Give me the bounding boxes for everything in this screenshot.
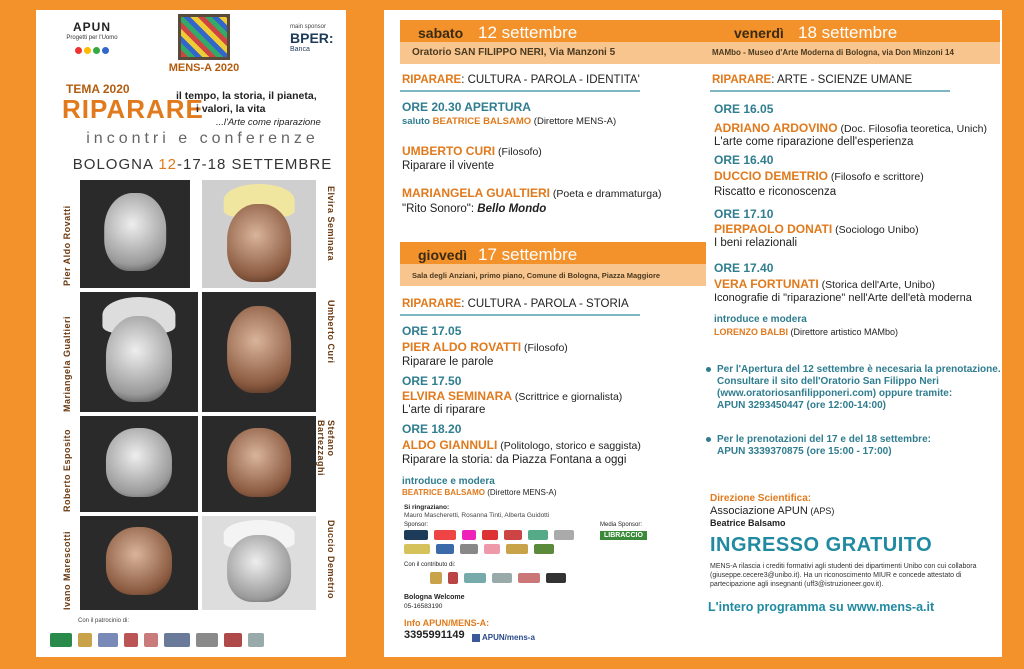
- speaker-role: (Storica dell'Arte, Unibo): [818, 279, 936, 291]
- section-title-giovedi: [402, 298, 629, 310]
- mens-a-logo-icon: [178, 14, 230, 60]
- bullet-icon: [706, 367, 711, 372]
- mens-a-logo: [168, 14, 240, 74]
- sabato-day: sabato: [418, 25, 464, 41]
- contributo-logos: [430, 572, 566, 584]
- speaker-duccio-demetrio: [714, 169, 924, 183]
- facebook-handle: APUN/mens-a: [482, 633, 535, 642]
- saluto-label: saluto: [402, 116, 433, 127]
- bologna-welcome-name: Bologna Welcome: [404, 594, 465, 601]
- sponsor-logos-row-1: [404, 530, 574, 540]
- section-theme: : ARTE - SCIENZE UMANE: [771, 74, 913, 86]
- name-roberto-esposito: Roberto Esposito: [62, 428, 72, 512]
- facebook-link[interactable]: [472, 633, 535, 642]
- bper-logo: BPER:: [290, 30, 334, 46]
- speaker-role: (Sociologo Unibo): [832, 224, 919, 236]
- section-title-sabato: [402, 74, 640, 86]
- section-theme: : CULTURA - PAROLA - STORIA: [461, 298, 629, 310]
- venerdi-moderator: [714, 327, 898, 337]
- direzione-label: Direzione Scientifica:: [710, 493, 812, 504]
- talk-title: L'arte come riparazione dell'esperienza: [714, 136, 914, 148]
- time-18-20: ORE 18.20: [402, 422, 462, 436]
- coop-logo-icon: [482, 530, 498, 540]
- speaker-name: ALDO GIANNULI: [402, 438, 498, 452]
- incontri-subtitle: incontri e conferenze: [86, 130, 319, 147]
- apun-logo: [62, 22, 122, 57]
- bper-logo-icon: [404, 530, 428, 540]
- riparare-title: RIPARARE: [62, 94, 204, 124]
- photo-mariangela-gualtieri: [80, 292, 198, 412]
- saluto-role: (Direttore MENS-A): [531, 116, 617, 127]
- note-line: Consultare il sito dell'Oratorio San Filippo Neri: [717, 376, 939, 387]
- direzione-org-suffix: (APS): [807, 506, 835, 516]
- venerdi-day: venerdì: [734, 25, 784, 41]
- speaker-name: UMBERTO CURI: [402, 144, 496, 158]
- sponsor-logo-7-icon: [554, 530, 574, 540]
- section-underline: [710, 90, 950, 92]
- conad-logo-icon: [434, 530, 456, 540]
- speaker-name: PIERPAOLO DONATI: [714, 222, 833, 236]
- main-sponsor: [290, 24, 360, 53]
- bologna-welcome-logo-icon: [546, 573, 566, 583]
- contributo-label: Con il contributo di:: [404, 562, 456, 568]
- sponsor-logo-9-icon: [436, 544, 454, 554]
- sponsor-logo-5-icon: [504, 530, 522, 540]
- contrib-logo-3-icon: [464, 573, 486, 583]
- speaker-aldo-giannuli: [402, 438, 641, 452]
- bologna-welcome-phone: 05-16583190: [404, 603, 443, 610]
- riparare-keyword: RIPARARE: [402, 74, 462, 86]
- venerdi-date: 18 settembre: [798, 23, 898, 42]
- patrocinio-label: Con il patrocinio di:: [78, 618, 130, 624]
- time-17-40: ORE 17.40: [714, 261, 774, 275]
- tagline-line-2: i valori, la vita: [196, 103, 266, 115]
- apun-subtitle: Progetti per l'Uomo: [66, 35, 118, 41]
- sponsor-logo-13-icon: [534, 544, 554, 554]
- talk-title: Riparare il vivente: [402, 160, 495, 172]
- month: SETTEMBRE: [231, 156, 333, 173]
- ringraziamenti-names: Mauro Mascheretti, Rosanna Tinti, Alberta Guidotti: [404, 512, 550, 519]
- dates-rest: -17-18: [177, 156, 232, 173]
- sponsor-logo-3-icon: [462, 530, 476, 540]
- name-duccio-demetrio: Duccio Demetrio: [326, 520, 336, 600]
- moderator-name: BEATRICE BALSAMO: [402, 488, 485, 497]
- tagline-line-1: il tempo, la storia, il pianeta,: [176, 90, 317, 102]
- talk-title-b: Bello Mondo: [477, 203, 547, 215]
- booking-note-17-18: [706, 434, 931, 458]
- info-label: Info APUN/MENS-A:: [404, 618, 490, 628]
- program-link[interactable]: L'intero programma su www.mens-a.it: [708, 600, 935, 614]
- giovedi-venue: Sala degli Anziani, primo piano, Comune di Bologna, Piazza Maggiore: [412, 271, 661, 280]
- speaker-name: MARIANGELA GUALTIERI: [402, 186, 550, 200]
- moderator-role: (Direttore MENS-A): [484, 488, 557, 497]
- tagline: [176, 90, 326, 129]
- speaker-role: (Filosofo): [495, 146, 542, 158]
- moderator-role: (Direttore artistico MAMbo): [788, 327, 899, 337]
- mens-a-title: MENS-A 2020: [168, 62, 240, 74]
- photo-elvira-seminara: [202, 180, 316, 288]
- name-elvira-seminara: Elvira Seminara: [326, 186, 336, 262]
- riparare-keyword: RIPARARE: [712, 74, 772, 86]
- talk-title-a: "Rito Sonoro":: [402, 203, 478, 215]
- speaker-vera-fortunati: [714, 277, 935, 291]
- photo-pier-aldo-rovatti: [80, 180, 190, 288]
- speaker-role: (Filosofo e scrittore): [828, 171, 924, 183]
- speaker-name: DUCCIO DEMETRIO: [714, 169, 828, 183]
- sponsor-logo-6-icon: [528, 530, 548, 540]
- speaker-role: (Doc. Filosofia teoretica, Unich): [837, 123, 987, 135]
- credits-text: MENS-A rilascia i crediti formativi agli studenti dei dipartimenti Unibo con cui collabora (giuseppe.cecere3@unibo.it). Ha un riconoscimento MIUR e concede attestato di partecipazione agli insegnanti (uff3@istruzioneer.gov.it).: [710, 563, 977, 588]
- patro-logo-5-icon: [144, 633, 158, 647]
- patro-logo-3-icon: [98, 633, 118, 647]
- sponsor-logo-12-icon: [506, 544, 528, 554]
- tema-label: TEMA 2020: [66, 82, 130, 96]
- talk-title: Iconografie di "riparazione" nell'Arte dell'età moderna: [714, 292, 972, 304]
- sabato-saluto: [402, 116, 616, 127]
- talk-title: Riparare la storia: da Piazza Fontana a oggi: [402, 454, 627, 466]
- riparare-keyword: RIPARARE: [402, 298, 462, 310]
- speaker-role: (Poeta e drammaturga): [550, 188, 662, 200]
- time-17-50: ORE 17.50: [402, 374, 462, 388]
- sabato-venue: Oratorio SAN FILIPPO NERI, Via Manzoni 5: [412, 47, 616, 58]
- section-title-venerdi: [712, 74, 912, 86]
- speaker-name: PIER ALDO ROVATTI: [402, 340, 522, 354]
- booking-note-12: [706, 364, 1001, 412]
- speaker-pierpaolo-donati: [714, 222, 919, 236]
- sponsor-logos-row-2: [404, 544, 554, 554]
- speaker-role: (Scrittrice e giornalista): [512, 391, 623, 403]
- speaker-role: (Politologo, storico e saggista): [497, 440, 641, 452]
- section-underline: [400, 314, 640, 316]
- sabato-opening-time: ORE 20.30 APERTURA: [402, 100, 531, 114]
- speaker-pier-aldo-rovatti: [402, 340, 568, 354]
- bullet-icon: [706, 437, 711, 442]
- libraccio-logo: LIBRACCIO: [600, 531, 647, 540]
- giovedi-date: 17 settembre: [478, 245, 578, 264]
- speaker-mariangela-gualtieri: [402, 186, 661, 200]
- patro-logo-4-icon: [124, 633, 138, 647]
- giovedi-day: giovedì: [418, 247, 468, 263]
- note-line: Per l'Apertura del 12 settembre è necesaria la prenotazione.: [717, 364, 1001, 375]
- speaker-adriano-ardovino: [714, 121, 987, 135]
- talk-title: [402, 203, 546, 215]
- time-17-10: ORE 17.10: [714, 207, 774, 221]
- name-umberto-curi: Umberto Curi: [326, 300, 336, 364]
- section-underline: [400, 90, 640, 92]
- direzione-org-name: Associazione APUN: [710, 505, 808, 517]
- note-line: Per le prenotazioni del 17 e del 18 settembre:: [717, 434, 931, 445]
- ingresso-gratuito: INGRESSO GRATUITO: [710, 534, 933, 556]
- talk-title: L'arte di riparare: [402, 404, 486, 416]
- contrib-logo-4-icon: [492, 573, 512, 583]
- photo-umberto-curi: [202, 292, 316, 412]
- moderator-name: LORENZO BALBI: [714, 327, 788, 337]
- name-stefano-bartezzaghi: Stefano Bartezzaghi: [316, 420, 336, 477]
- note-line: (www.oratoriosanfilipponeri.com) oppure tramite:: [717, 388, 953, 399]
- contrib-logo-5-icon: [518, 573, 540, 583]
- sponsor-label: Sponsor:: [404, 522, 429, 528]
- patro-logo-8-icon: [224, 633, 242, 647]
- note-line: APUN 3339370875 (ore 15:00 - 17:00): [717, 446, 892, 457]
- sabato-date: 12 settembre: [478, 23, 578, 42]
- comune-logo-icon: [78, 633, 92, 647]
- name-ivano-marescotti: Ivano Marescotti: [62, 530, 72, 610]
- name-pier-aldo-rovatti: Pier Aldo Rovatti: [62, 205, 72, 286]
- contrib-logo-2-icon: [448, 572, 458, 584]
- talk-title: I beni relazionali: [714, 237, 798, 249]
- speaker-name: VERA FORTUNATI: [714, 277, 819, 291]
- regione-logo-icon: [50, 633, 72, 647]
- info-phone: 3395991149: [404, 629, 465, 641]
- media-sponsor-label: Media Sponsor:: [600, 522, 643, 528]
- giovedi-moderator: [402, 488, 557, 497]
- city: BOLOGNA: [72, 156, 159, 173]
- sponsor-logo-11-icon: [484, 544, 500, 554]
- time-16-05: ORE 16.05: [714, 102, 774, 116]
- time-16-40: ORE 16.40: [714, 153, 774, 167]
- photo-stefano-bartezzaghi: [202, 416, 316, 512]
- direzione-person: Beatrice Balsamo: [710, 518, 786, 528]
- photo-duccio-demetrio: [202, 516, 316, 610]
- date-highlight: 12: [158, 156, 177, 173]
- sponsor-logo-8-icon: [404, 544, 430, 554]
- venerdi-moderator-label: introduce e modera: [714, 314, 807, 325]
- talk-title: Riscatto e riconoscenza: [714, 186, 837, 198]
- apun-dots-icon: [62, 46, 122, 57]
- speaker-elvira-seminara: [402, 389, 622, 403]
- contrib-logo-1-icon: [430, 572, 442, 584]
- patro-logo-9-icon: [248, 633, 264, 647]
- section-theme: : CULTURA - PAROLA - IDENTITA': [461, 74, 640, 86]
- city-dates: [70, 156, 335, 173]
- bper-sub: Banca: [290, 46, 310, 53]
- name-mariangela-gualtieri: Mariangela Gualtieri: [62, 315, 72, 412]
- venerdi-venue: MAMbo - Museo d'Arte Moderna di Bologna, via Don Minzoni 14: [712, 48, 954, 57]
- speaker-umberto-curi: [402, 144, 542, 158]
- giovedi-moderator-label: introduce e modera: [402, 476, 495, 487]
- time-17-05: ORE 17.05: [402, 324, 462, 338]
- speaker-role: (Filosofo): [521, 342, 568, 354]
- patrocinio-logos: [50, 628, 350, 652]
- note-line: APUN 3293450447 (ore 12:00-14:00): [717, 400, 886, 411]
- patro-logo-7-icon: [196, 633, 218, 647]
- direzione-org: [710, 505, 834, 517]
- main-sponsor-label: main sponsor: [290, 24, 327, 30]
- facebook-icon: [472, 634, 480, 642]
- photo-roberto-esposito: [80, 416, 198, 512]
- tagline-line-3: ...l'Arte come riparazione: [216, 117, 321, 128]
- photo-ivano-marescotti: [80, 516, 198, 610]
- speaker-name: ELVIRA SEMINARA: [402, 389, 513, 403]
- sponsor-logo-10-icon: [460, 544, 478, 554]
- talk-title: Riparare le parole: [402, 356, 494, 368]
- saluto-name: BEATRICE BALSAMO: [432, 116, 532, 127]
- unimore-logo-icon: [164, 633, 190, 647]
- ringraziamenti-label: Si ringraziano:: [404, 504, 450, 511]
- speaker-name: ADRIANO ARDOVINO: [714, 121, 838, 135]
- apun-brand: APUN: [72, 20, 111, 34]
